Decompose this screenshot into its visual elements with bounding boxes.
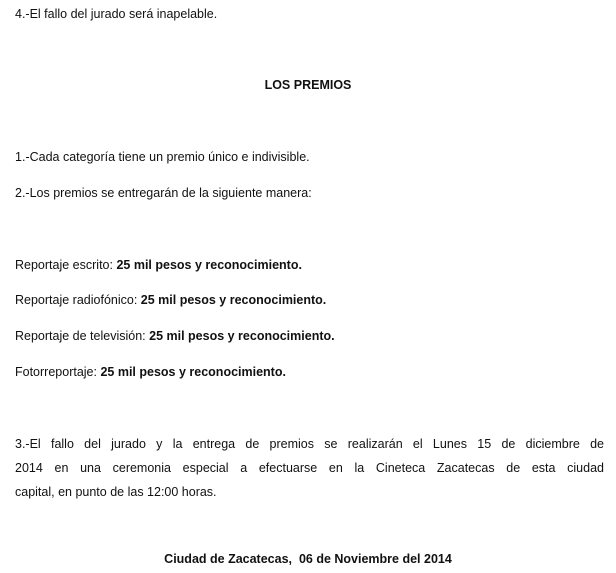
prize-label: Fotorreportaje: [15,365,97,379]
prize-value: 25 mil pesos y reconocimiento. [149,329,335,343]
prize-value: 25 mil pesos y reconocimiento. [116,258,302,272]
prize-label: Reportaje radiofónico: [15,293,138,307]
prize-label: Reportaje de televisión: [15,329,146,343]
prize-row-radio [15,292,326,309]
section-title: LOS PREMIOS [264,78,352,92]
prize-row-written [15,257,302,274]
prize-value: 25 mil pesos y reconocimiento. [100,365,286,379]
prize-label: Reportaje escrito: [15,258,113,272]
rule-4-text: 4.-El fallo del jurado será inapelable. [15,7,218,21]
item-2-text: 2.-Los premios se entregarán de la siguiente manera: [15,186,312,200]
item-3-paragraph [15,432,604,504]
item-3-line-3: capital, en punto de las 12:00 horas. [15,485,217,499]
signature-line: Ciudad de Zacatecas, 06 de Noviembre del 2014 [164,552,452,566]
prize-value: 25 mil pesos y reconocimiento. [140,293,327,307]
prize-row-television [15,328,335,345]
item-1-text: 1.-Cada categoría tiene un premio único e indivisible. [15,150,310,164]
prize-row-photo [15,364,286,381]
item-3-line-1: 3.-El fallo del jurado y la entrega de premios se realizarán el Lunes 15 de diciembre de [15,437,604,451]
item-3-line-2: 2014 en una ceremonia especial a efectuarse en la Cineteca Zacatecas de esta ciudad [15,461,604,475]
